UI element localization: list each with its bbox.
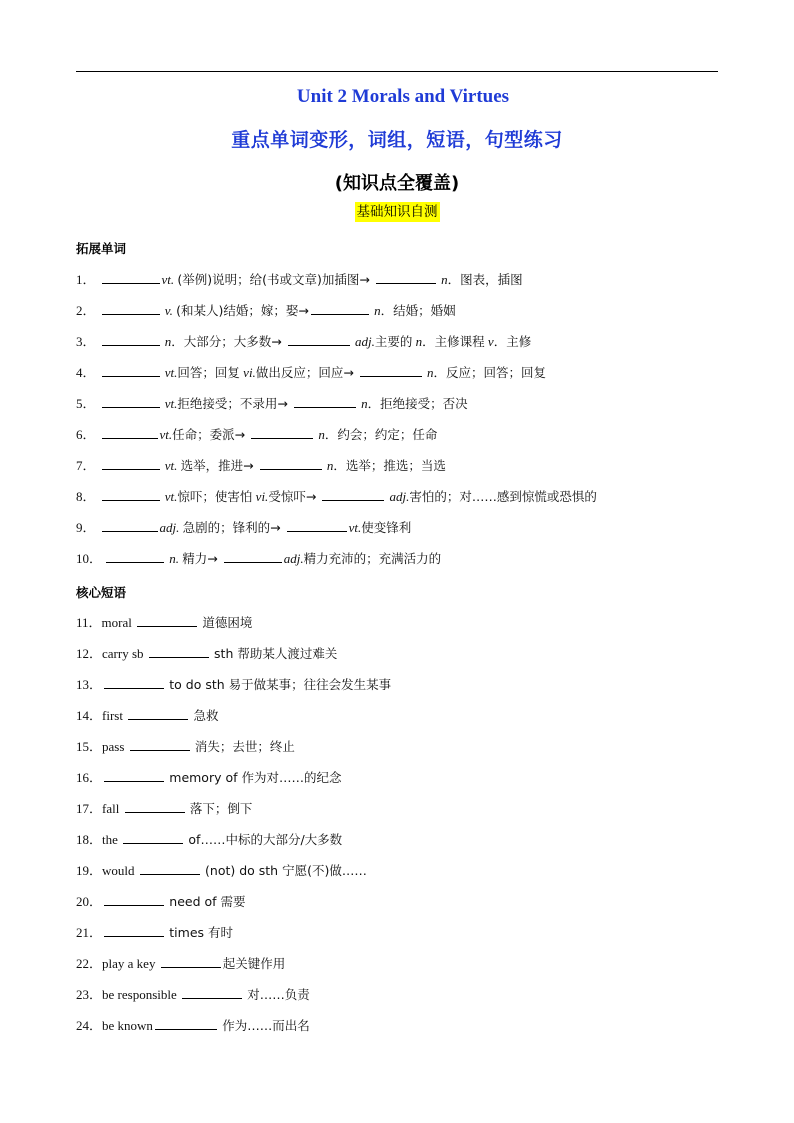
answer-blank[interactable] xyxy=(155,1017,217,1030)
answer-blank[interactable] xyxy=(104,676,164,689)
word-item: 3． n．大部分；大多数→ adj.主要的 n．主修课程 v．主修 xyxy=(76,334,532,349)
section-label-words: 拓展单词 xyxy=(76,241,127,256)
answer-blank[interactable] xyxy=(311,302,369,315)
answer-blank[interactable] xyxy=(102,271,160,284)
answer-blank[interactable] xyxy=(123,831,183,844)
title-chinese: 重点单词变形，词组，短语，句型练习 xyxy=(231,129,563,151)
phrase-item: 15．pass 消失；去世；终止 xyxy=(76,739,295,754)
phrase-item: 16． memory of 作为对……的纪念 xyxy=(76,770,342,785)
answer-blank[interactable] xyxy=(182,986,242,999)
answer-blank[interactable] xyxy=(360,364,422,377)
answer-blank[interactable] xyxy=(130,738,190,751)
phrase-item: 20． need of 需要 xyxy=(76,894,246,909)
phrase-item: 12．carry sb sth 帮助某人渡过难关 xyxy=(76,646,338,661)
answer-blank[interactable] xyxy=(288,333,350,346)
word-item: 8． vt.惊吓；使害怕 vi.受惊吓→ adj.害怕的；对……感到惊慌或恐惧的 xyxy=(76,489,597,504)
answer-blank[interactable] xyxy=(376,271,436,284)
answer-blank[interactable] xyxy=(102,302,160,315)
phrase-item: 23．be responsible 对……负责 xyxy=(76,987,310,1002)
phrase-item: 19．would (not) do sth 宁愿(不)做…… xyxy=(76,863,367,878)
header-rule xyxy=(76,71,718,72)
answer-blank[interactable] xyxy=(287,519,347,532)
answer-blank[interactable] xyxy=(106,550,164,563)
phrase-item: 18．the of……中标的大部分/大多数 xyxy=(76,832,343,847)
phrase-item: 22．play a key 起关键作用 xyxy=(76,956,286,971)
answer-blank[interactable] xyxy=(102,364,160,377)
answer-blank[interactable] xyxy=(140,862,200,875)
answer-blank[interactable] xyxy=(102,488,160,501)
word-item: 2． v. (和某人)结婚；嫁；娶→ n．结婚；婚姻 xyxy=(76,303,456,318)
answer-blank[interactable] xyxy=(104,893,164,906)
phrase-item: 24．be known 作为……而出名 xyxy=(76,1018,310,1033)
answer-blank[interactable] xyxy=(149,645,209,658)
answer-blank[interactable] xyxy=(251,426,313,439)
answer-blank[interactable] xyxy=(224,550,282,563)
self-test-badge: 基础知识自测 xyxy=(356,204,438,220)
phrase-item: 13． to do sth 易于做某事；往往会发生某事 xyxy=(76,677,392,692)
answer-blank[interactable] xyxy=(322,488,384,501)
section-label-phrases: 核心短语 xyxy=(76,585,127,600)
phrase-item: 11．moral 道德困境 xyxy=(76,615,253,630)
phrase-item: 21． times 有时 xyxy=(76,925,233,940)
word-item: 7． vt. 选举，推进→ n．选举；推选；当选 xyxy=(76,458,446,473)
word-item: 6． vt.任命；委派→ n．约会；约定；任命 xyxy=(76,427,438,442)
title-subtitle: (知识点全覆盖) xyxy=(334,173,460,194)
answer-blank[interactable] xyxy=(137,614,197,627)
word-item: 10． n. 精力→ adj.精力充沛的；充满活力的 xyxy=(76,551,442,566)
word-item: 1． vt. (举例)说明；给(书或文章)加插图→ n．图表，插图 xyxy=(76,272,523,287)
word-item: 4． vt.回答；回复 vi.做出反应；回应→ n．反应；回答；回复 xyxy=(76,365,547,380)
title-english: Unit 2 Morals and Virtues xyxy=(296,86,510,107)
word-item: 9． adj. 急剧的；锋利的→ vt.使变锋利 xyxy=(76,520,412,535)
word-item: 5． vt.拒绝接受；不录用→ n．拒绝接受；否决 xyxy=(76,396,468,411)
phrase-item: 17．fall 落下；倒下 xyxy=(76,801,253,816)
answer-blank[interactable] xyxy=(102,457,160,470)
answer-blank[interactable] xyxy=(102,395,160,408)
answer-blank[interactable] xyxy=(102,519,158,532)
answer-blank[interactable] xyxy=(102,333,160,346)
phrase-item: 14．first 急救 xyxy=(76,708,219,723)
answer-blank[interactable] xyxy=(125,800,185,813)
answer-blank[interactable] xyxy=(294,395,356,408)
answer-blank[interactable] xyxy=(102,426,158,439)
answer-blank[interactable] xyxy=(161,955,221,968)
answer-blank[interactable] xyxy=(104,924,164,937)
answer-blank[interactable] xyxy=(260,457,322,470)
answer-blank[interactable] xyxy=(104,769,164,782)
answer-blank[interactable] xyxy=(128,707,188,720)
